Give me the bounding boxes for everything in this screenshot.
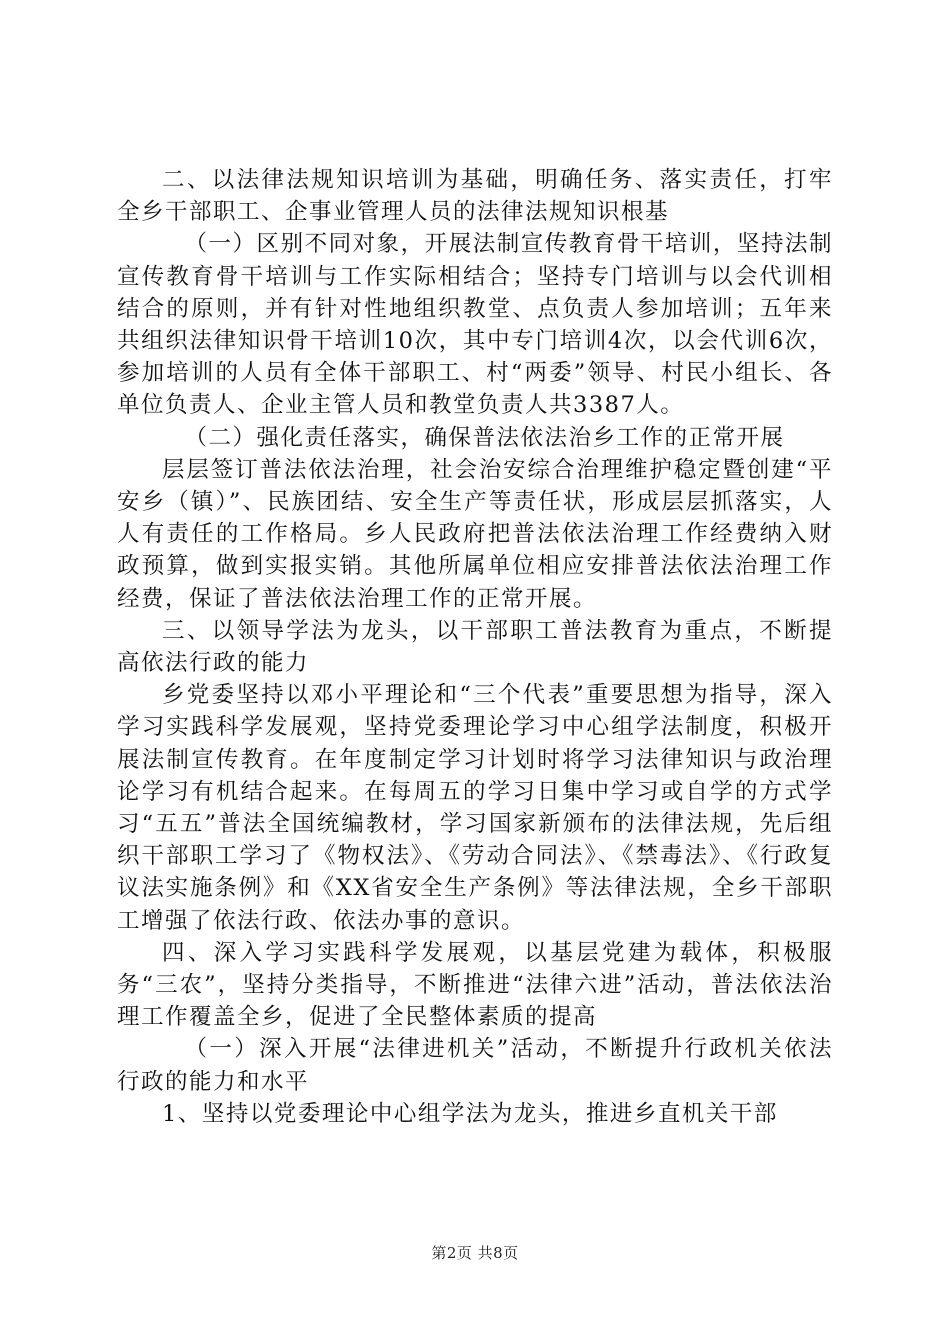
paragraph-training: （一）区别不同对象，开展法制宣传教育骨干培训，坚持法制宣传教育骨干培训与工作实际相结合；坚持专门培训与以会代训相结合的原则，并有针对性地组织教堂、点负责人参加培训；五年来共组织法律知识骨干培训10次，其中专门培训4次，以会代训6次，参加培训的人员有全体干部职工、村“两委”领导、村民小组长、各单位负责人、企业主管人员和教堂负责人共3387人。 xyxy=(117,231,833,419)
paragraph-responsibility: 层层签订普法依法治理，社会治安综合治理维护稳定暨创建“平安乡（镇）”、民族团结、安全生产等责任状，形成层层抓落实，人人有责任的工作格局。乡人民政府把普法依法治理工作经费纳入财政预算，做到实报实销。其他所属单位相应安排普法依法治理工作经费，保证了普法依法治理工作的正常开展。 xyxy=(117,456,833,612)
subsection-heading-law-into-agencies: （一）深入开展“法律进机关”活动，不断提升行政机关依法行政的能力和水平 xyxy=(117,1036,833,1095)
page-footer: 第2页 共8页 xyxy=(431,1244,519,1262)
section-heading-two: 二、以法律法规知识培训为基础，明确任务、落实责任，打牢全乡干部职工、企事业管理人员的法律法规知识根基 xyxy=(117,167,833,226)
document-body xyxy=(117,164,833,1130)
section-heading-four: 四、深入学习实践科学发展观，以基层党建为载体，积极服务“三农”，坚持分类指导，不断推进“法律六进”活动，普法依法治理工作覆盖全乡，促进了全民整体素质的提高 xyxy=(117,939,833,1031)
subsection-heading-responsibility: （二）强化责任落实，确保普法依法治乡工作的正常开展 xyxy=(184,424,785,451)
section-heading-three: 三、以领导学法为龙头，以干部职工普法教育为重点，不断提高依法行政的能力 xyxy=(117,617,833,677)
paragraph-leadership-study: 乡党委坚持以邓小平理论和“三个代表”重要思想为指导，深入学习实践科学发展观，坚持党委理论学习中心组学法制度，积极开展法制宣传教育。在年度制定学习计划时将学习法律知识与政治理论学习有机结合起来。在每周五的学习日集中学习或自学的方式学习“五五”普法全国统编教材，学习国家新颁布的法律法规，先后组织干部职工学习了《物权法》、《劳动合同法》、《禁毒法》、《行政复议法实施条例》和《XX省安全生产条例》等法律法规，全乡干部职工增强了依法行政、依法办事的意识。 xyxy=(117,682,833,934)
paragraph-item-one: 1、坚持以党委理论中心组学法为龙头，推进乡直机关干部 xyxy=(162,1100,778,1127)
